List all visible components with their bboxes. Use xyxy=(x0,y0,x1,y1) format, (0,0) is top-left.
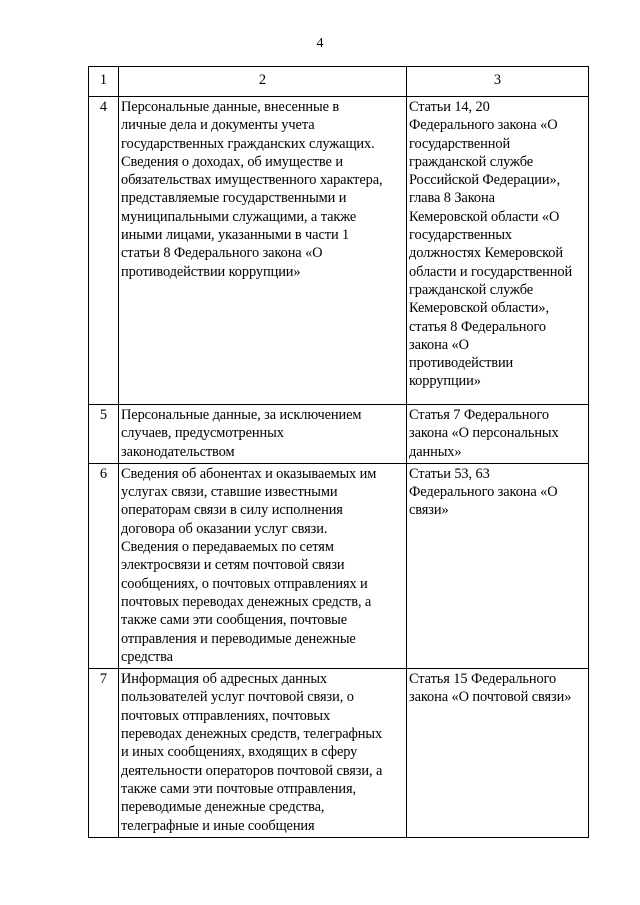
row-legal-basis: Статья 15 Федерального закона «О почтовой связи» xyxy=(407,669,589,838)
table-row xyxy=(89,405,589,464)
row-number: 6 xyxy=(89,463,119,668)
column-number-3: 3 xyxy=(407,67,589,97)
table-row xyxy=(89,97,589,405)
table-header-row xyxy=(89,67,589,97)
row-legal-basis: Статья 7 Федерального закона «О персональных данных» xyxy=(407,405,589,464)
row-number: 5 xyxy=(89,405,119,464)
row-description: Сведения об абонентах и оказываемых им услугах связи, ставшие известными операторам связи в силу исполнения договора об оказании услуг связи. Сведения о передаваемых по сетям электросвязи и сетям почтовой связи сообщениях, о почтовых отправлениях и почтовых переводах денежных средств, а также сами эти сообщения, почтовые отправления и переводимые денежные средства xyxy=(119,463,407,668)
column-number-1: 1 xyxy=(89,67,119,97)
column-number-2: 2 xyxy=(119,67,407,97)
row-description: Информация об адресных данных пользователей услуг почтовой связи, о почтовых отправлениях, почтовых переводах денежных средств, телеграфных и иных сообщениях, входящих в сферу деятельности операторов почтовой связи, а также сами эти почтовые отправления, переводимые денежные средства, телеграфные и иные сообщения xyxy=(119,669,407,838)
row-description: Персональные данные, внесенные в личные дела и документы учета государственных гражданских служащих. Сведения о доходах, об имуществе и обязательствах имущественного характера, представляемые государственными и муниципальными служащими, а также иными лицами, указанными в части 1 статьи 8 Федерального закона «О противодействии коррупции» xyxy=(119,97,407,405)
document-table xyxy=(88,66,589,838)
table-row xyxy=(89,463,589,668)
row-number: 7 xyxy=(89,669,119,838)
row-legal-basis: Статьи 53, 63 Федерального закона «О связи» xyxy=(407,463,589,668)
row-legal-basis: Статьи 14, 20 Федерального закона «О государственной гражданской службе Российской Федерации», глава 8 Закона Кемеровской области «О государственных должностях Кемеровской области и государственной гражданской службе Кемеровской области», статья 8 Федерального закона «О противодействии коррупции» xyxy=(407,97,589,405)
row-number: 4 xyxy=(89,97,119,405)
page-number: 4 xyxy=(316,36,324,51)
row-description: Персональные данные, за исключением случаев, предусмотренных законодательством xyxy=(119,405,407,464)
table-row xyxy=(89,669,589,838)
